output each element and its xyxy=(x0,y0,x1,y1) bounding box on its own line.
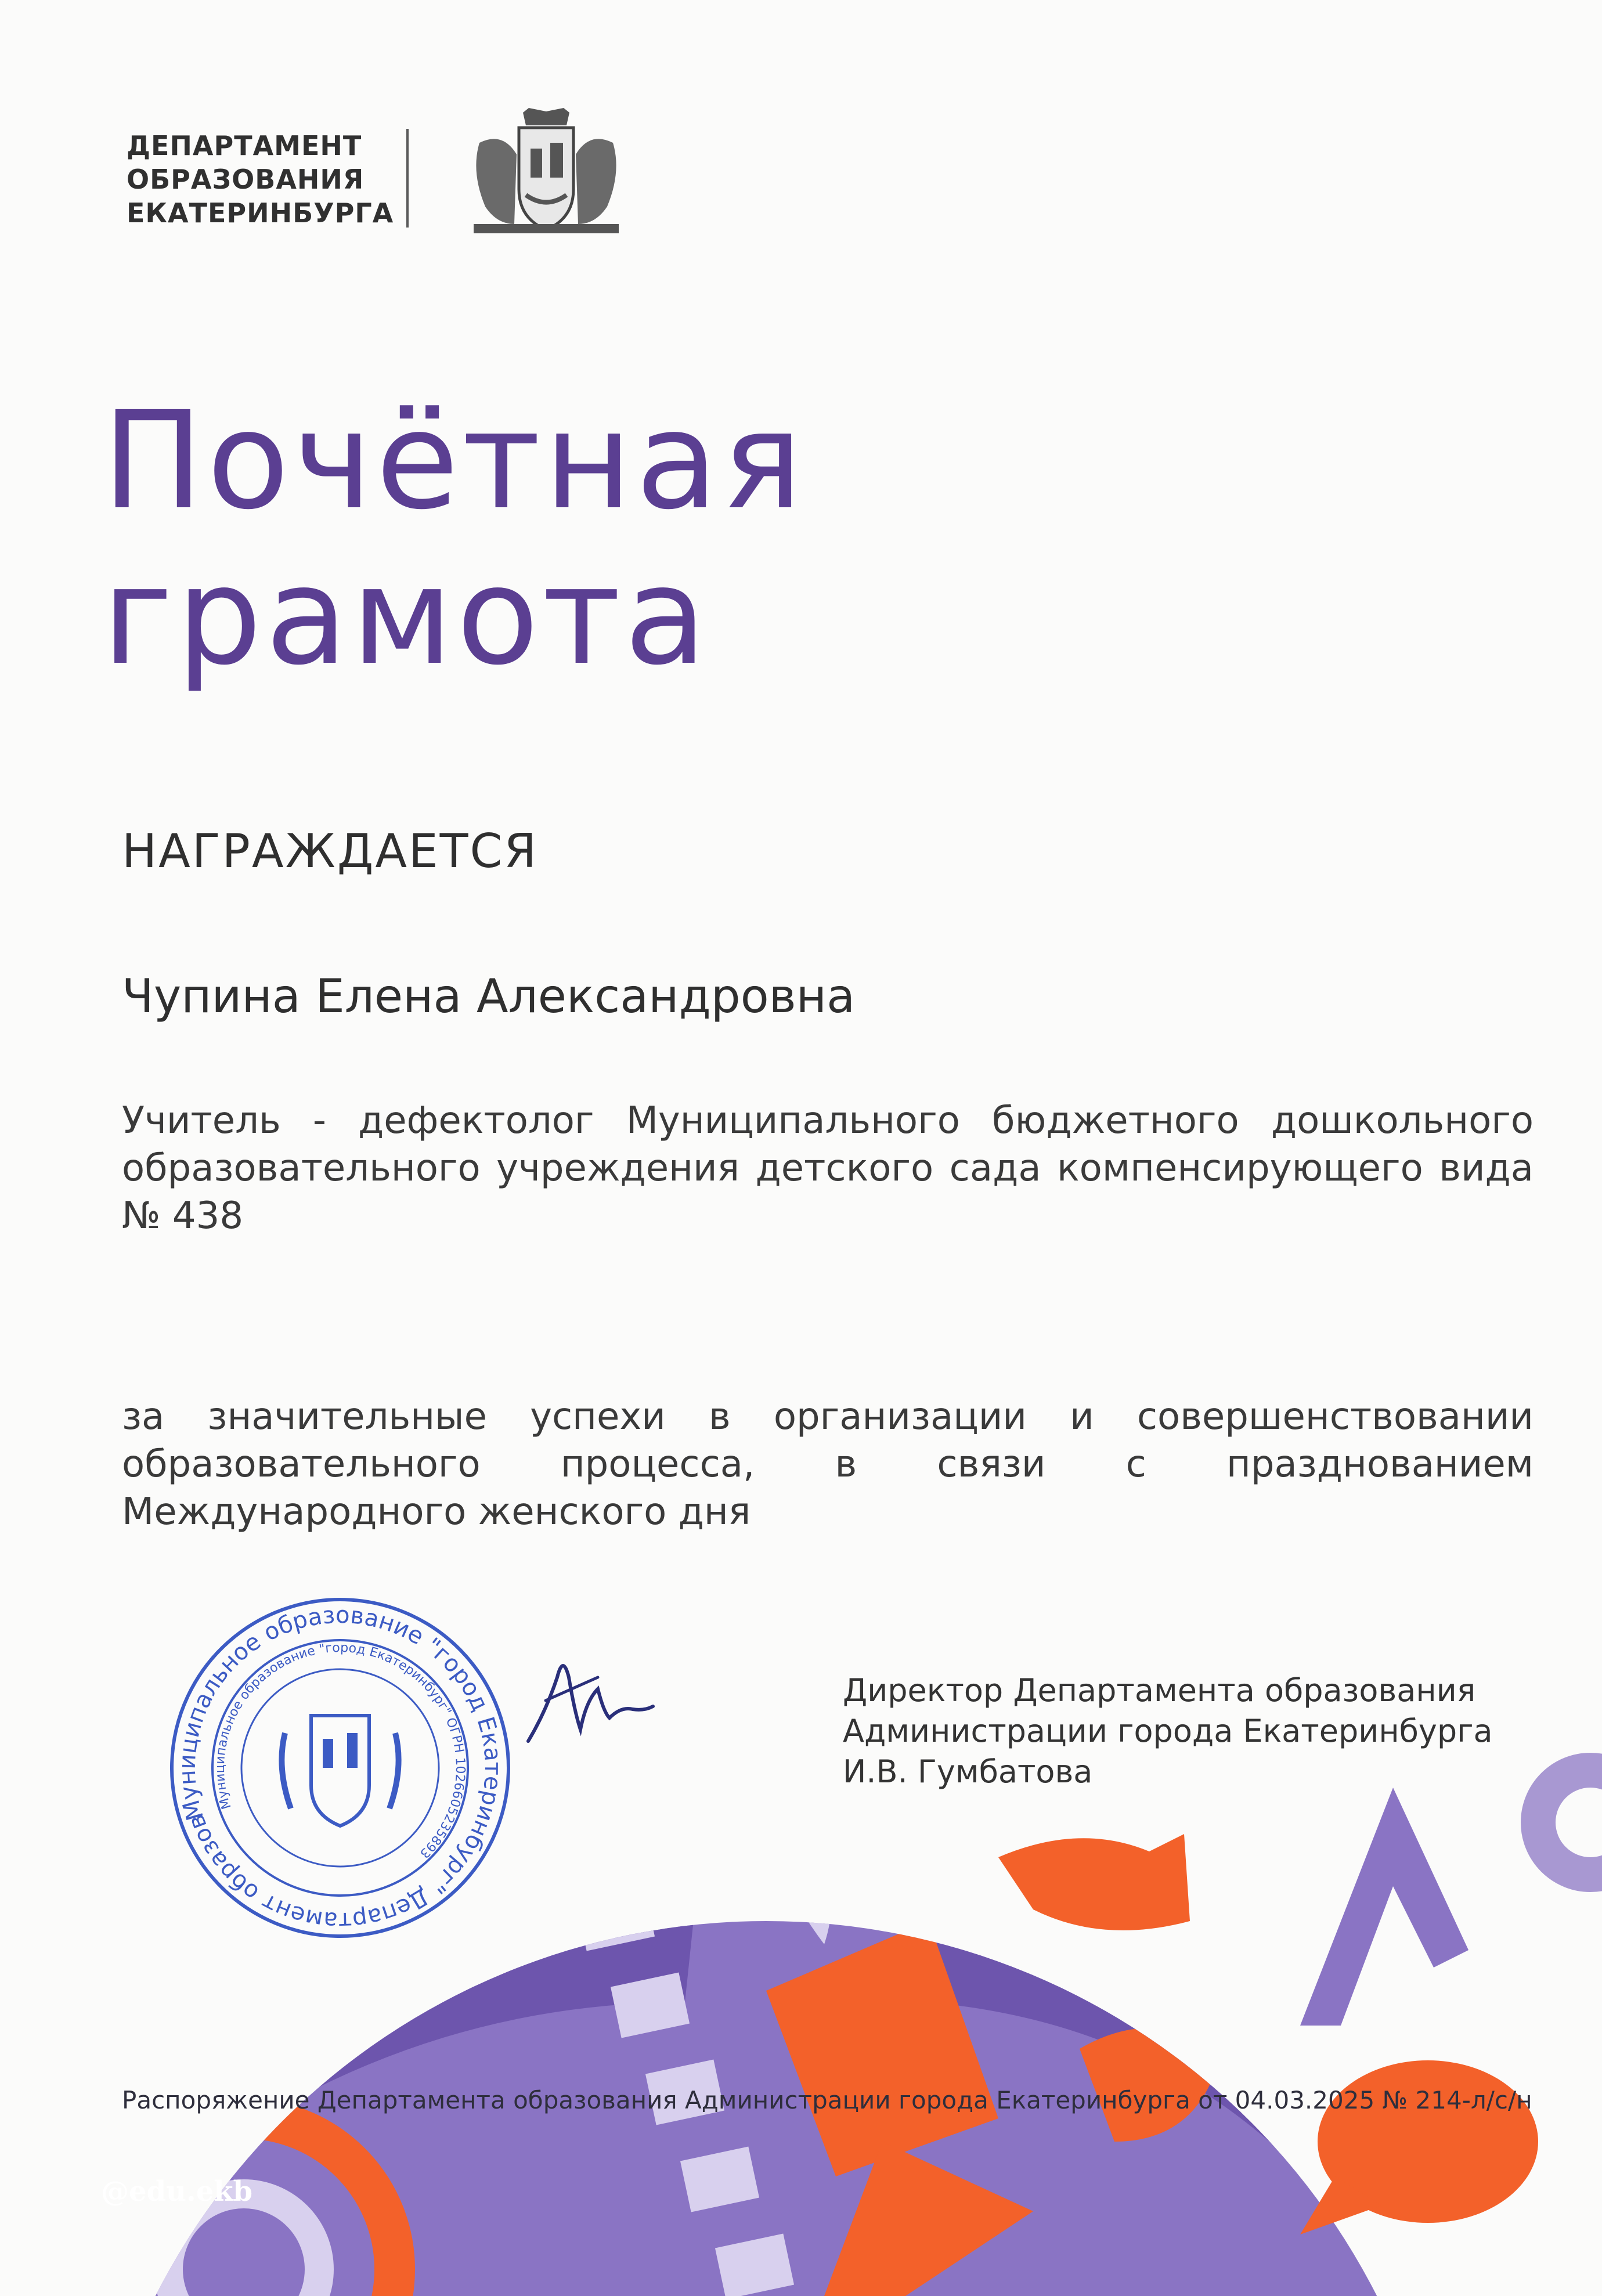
award-reason: за значительные успехи в организации и совершенствовании образовательного процесса, в связи с празднованием Международного женского дня xyxy=(122,1395,1534,1533)
seal-coat-of-arms-icon xyxy=(311,1716,369,1826)
seal-inner-text: Муниципальное образование "город Екатеринбург" ОГРН 1026605235893 xyxy=(212,1640,468,1861)
recipient-name: Чупина Елена Александровна xyxy=(122,969,856,1023)
order-reference: Распоряжение Департамента образования Администрации города Екатеринбурга от 04.03.2025 № 214-л/с/н xyxy=(122,2086,1532,2114)
seal-ring-text: Муниципальное образование "город Екатеринбург" Департамент образования xyxy=(174,1601,507,1934)
certificate-title xyxy=(102,383,806,694)
department-line-2: ОБРАЗОВАНИЯ xyxy=(127,164,365,195)
title-line-1: Почётная xyxy=(102,382,806,539)
handwritten-signature xyxy=(522,1642,656,1759)
signer-name: И.В. Гумбатова xyxy=(843,1753,1093,1790)
official-seal xyxy=(166,1594,514,1942)
signer-line-2: Администрации города Екатеринбурга xyxy=(843,1713,1493,1749)
department-line-1: ДЕПАРТАМЕНТ xyxy=(127,130,362,161)
social-handle: @edu.ekb xyxy=(101,2175,253,2208)
title-line-2: грамота xyxy=(102,538,710,695)
header-divider xyxy=(406,129,409,228)
awarded-label: НАГРАЖДАЕТСЯ xyxy=(122,824,538,878)
recipient-position: Учитель - дефектолог Муниципального бюджетного дошкольного образовательного учреждения детского сада компенсирующего вида № 438 xyxy=(122,1099,1534,1237)
coat-of-arms-icon xyxy=(468,108,625,237)
department-name xyxy=(127,129,394,230)
department-line-3: ЕКАТЕРИНБУРГА xyxy=(127,197,394,229)
signer-block xyxy=(843,1670,1493,1792)
signer-line-1: Директор Департамента образования xyxy=(843,1672,1476,1709)
